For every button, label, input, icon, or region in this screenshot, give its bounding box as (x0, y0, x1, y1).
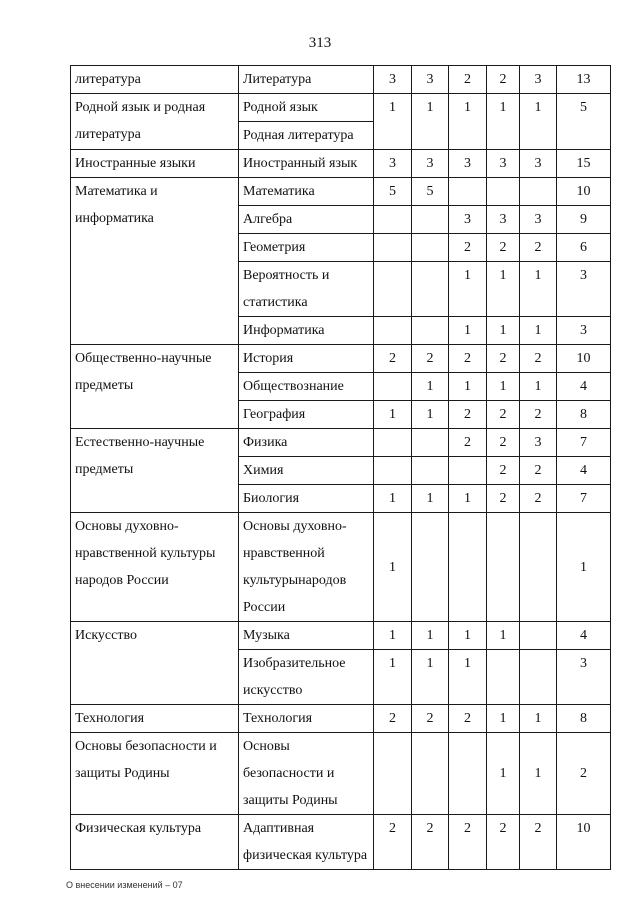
subject-cell: Обществознание (239, 373, 374, 401)
hours-cell: 1 (374, 94, 412, 150)
hours-cell: 1 (412, 650, 449, 705)
subject-cell: Основы безопасности и защиты Родины (239, 733, 374, 815)
hours-cell: 3 (520, 66, 557, 94)
subject-cell: Технология (239, 705, 374, 733)
hours-cell: 1 (374, 513, 412, 622)
hours-cell: 2 (412, 345, 449, 373)
hours-cell: 2 (487, 815, 520, 870)
hours-cell: 1 (374, 485, 412, 513)
hours-cell: 2 (412, 815, 449, 870)
hours-cell: 1 (520, 94, 557, 150)
subject-cell: Химия (239, 457, 374, 485)
hours-cell: 2 (487, 234, 520, 262)
subject-cell: География (239, 401, 374, 429)
hours-cell: 3 (449, 150, 487, 178)
hours-cell: 2 (374, 345, 412, 373)
table-row (71, 94, 611, 122)
hours-cell (449, 733, 487, 815)
hours-cell: 3 (374, 150, 412, 178)
subject-cell: Адаптивная физическая культура (239, 815, 374, 870)
hours-cell: 5 (374, 178, 412, 206)
subject-area-cell: Общественно-научные предметы (71, 345, 239, 429)
hours-cell: 1 (487, 262, 520, 317)
hours-cell: 1 (374, 401, 412, 429)
hours-cell (412, 234, 449, 262)
hours-cell: 2 (520, 815, 557, 870)
hours-cell: 1 (449, 262, 487, 317)
subject-cell: Иностранный язык (239, 150, 374, 178)
total-cell: 3 (557, 262, 611, 317)
hours-cell: 1 (412, 373, 449, 401)
total-cell: 4 (557, 373, 611, 401)
hours-cell: 2 (487, 401, 520, 429)
hours-cell: 1 (374, 650, 412, 705)
subject-cell: Физика (239, 429, 374, 457)
hours-cell (412, 262, 449, 317)
hours-cell (412, 429, 449, 457)
subject-area-cell: Основы духовно-нравственной культуры народов России (71, 513, 239, 622)
hours-cell (487, 178, 520, 206)
footer-note: О внесении изменений – 07 (66, 880, 183, 890)
subject-cell: Вероятность и статистика (239, 262, 374, 317)
hours-cell: 3 (412, 66, 449, 94)
hours-cell (412, 457, 449, 485)
hours-cell: 1 (487, 94, 520, 150)
hours-cell: 2 (374, 815, 412, 870)
hours-cell: 1 (412, 485, 449, 513)
hours-cell (449, 178, 487, 206)
hours-cell (412, 206, 449, 234)
hours-cell: 1 (449, 485, 487, 513)
table-row (71, 733, 611, 815)
hours-cell: 1 (412, 94, 449, 150)
hours-cell: 1 (520, 373, 557, 401)
hours-cell (374, 429, 412, 457)
hours-cell: 1 (374, 622, 412, 650)
hours-cell: 2 (520, 457, 557, 485)
hours-cell: 2 (449, 66, 487, 94)
hours-cell: 3 (520, 206, 557, 234)
hours-cell (520, 622, 557, 650)
table-row (71, 66, 611, 94)
hours-cell (374, 317, 412, 345)
subject-area-cell: Основы безопасности и защиты Родины (71, 733, 239, 815)
hours-cell: 1 (487, 317, 520, 345)
hours-cell: 1 (412, 622, 449, 650)
hours-cell: 1 (487, 373, 520, 401)
subject-cell: История (239, 345, 374, 373)
hours-cell: 5 (412, 178, 449, 206)
subject-area-cell: Естественно-научные предметы (71, 429, 239, 513)
hours-cell (374, 457, 412, 485)
hours-cell (487, 650, 520, 705)
subject-area-cell: Родной язык и родная литература (71, 94, 239, 150)
total-cell: 8 (557, 705, 611, 733)
hours-cell: 3 (412, 150, 449, 178)
total-cell: 1 (557, 513, 611, 622)
hours-cell: 2 (449, 401, 487, 429)
subject-cell: Геометрия (239, 234, 374, 262)
table-row (71, 815, 611, 870)
hours-cell: 3 (449, 206, 487, 234)
subject-cell: Биология (239, 485, 374, 513)
subject-area-cell: литература (71, 66, 239, 94)
hours-cell (520, 178, 557, 206)
total-cell: 5 (557, 94, 611, 150)
hours-cell: 1 (487, 622, 520, 650)
hours-cell (412, 513, 449, 622)
hours-cell: 2 (412, 705, 449, 733)
hours-cell: 2 (449, 429, 487, 457)
total-cell: 6 (557, 234, 611, 262)
hours-cell: 2 (487, 457, 520, 485)
hours-cell: 2 (449, 345, 487, 373)
total-cell: 4 (557, 457, 611, 485)
hours-cell (374, 733, 412, 815)
hours-cell: 2 (449, 234, 487, 262)
total-cell: 10 (557, 345, 611, 373)
hours-cell: 1 (449, 622, 487, 650)
hours-cell: 2 (374, 705, 412, 733)
total-cell: 8 (557, 401, 611, 429)
total-cell: 9 (557, 206, 611, 234)
total-cell: 15 (557, 150, 611, 178)
table-row (71, 178, 611, 206)
hours-cell: 2 (520, 345, 557, 373)
hours-cell: 3 (487, 150, 520, 178)
table-row (71, 513, 611, 622)
table-row (71, 429, 611, 457)
hours-cell (520, 650, 557, 705)
total-cell: 13 (557, 66, 611, 94)
hours-cell (487, 513, 520, 622)
table-row (71, 705, 611, 733)
subject-area-cell: Технология (71, 705, 239, 733)
hours-cell: 1 (487, 733, 520, 815)
total-cell: 7 (557, 485, 611, 513)
hours-cell: 2 (449, 705, 487, 733)
subject-area-cell: Математика и информатика (71, 178, 239, 345)
hours-cell: 1 (412, 401, 449, 429)
hours-cell: 2 (520, 401, 557, 429)
hours-cell (449, 513, 487, 622)
subject-area-cell: Иностранные языки (71, 150, 239, 178)
hours-cell: 1 (449, 373, 487, 401)
hours-cell: 2 (487, 66, 520, 94)
hours-cell (412, 733, 449, 815)
hours-cell: 1 (520, 262, 557, 317)
hours-cell: 1 (449, 94, 487, 150)
hours-cell (374, 206, 412, 234)
hours-cell: 1 (487, 705, 520, 733)
hours-cell: 3 (487, 206, 520, 234)
total-cell: 10 (557, 815, 611, 870)
hours-cell: 1 (520, 733, 557, 815)
hours-cell: 1 (449, 317, 487, 345)
hours-cell: 1 (520, 317, 557, 345)
subject-cell: Основы духовно-нравственной культурынародов России (239, 513, 374, 622)
total-cell: 3 (557, 650, 611, 705)
subject-cell: Родной язык (239, 94, 374, 122)
hours-cell: 3 (520, 150, 557, 178)
subject-cell: Алгебра (239, 206, 374, 234)
hours-cell (374, 262, 412, 317)
subject-area-cell: Физическая культура (71, 815, 239, 870)
table-row (71, 345, 611, 373)
hours-cell: 2 (487, 345, 520, 373)
subject-cell: Математика (239, 178, 374, 206)
hours-cell: 2 (520, 485, 557, 513)
hours-cell (412, 317, 449, 345)
curriculum-table (70, 65, 611, 870)
hours-cell (449, 457, 487, 485)
hours-cell: 2 (520, 234, 557, 262)
total-cell: 4 (557, 622, 611, 650)
hours-cell (374, 373, 412, 401)
hours-cell: 3 (374, 66, 412, 94)
subject-cell: Музыка (239, 622, 374, 650)
total-cell: 10 (557, 178, 611, 206)
hours-cell (520, 513, 557, 622)
subject-cell: Информатика (239, 317, 374, 345)
total-cell: 3 (557, 317, 611, 345)
page-number: 313 (308, 35, 332, 51)
table-row (71, 622, 611, 650)
hours-cell: 2 (487, 485, 520, 513)
hours-cell: 1 (520, 705, 557, 733)
subject-cell: Литература (239, 66, 374, 94)
subject-cell: Родная литература (239, 122, 374, 150)
hours-cell: 2 (449, 815, 487, 870)
hours-cell: 2 (487, 429, 520, 457)
subject-cell: Изобразительное искусство (239, 650, 374, 705)
subject-area-cell: Искусство (71, 622, 239, 705)
hours-cell: 1 (449, 650, 487, 705)
total-cell: 2 (557, 733, 611, 815)
total-cell: 7 (557, 429, 611, 457)
hours-cell (374, 234, 412, 262)
hours-cell: 3 (520, 429, 557, 457)
table-row (71, 150, 611, 178)
